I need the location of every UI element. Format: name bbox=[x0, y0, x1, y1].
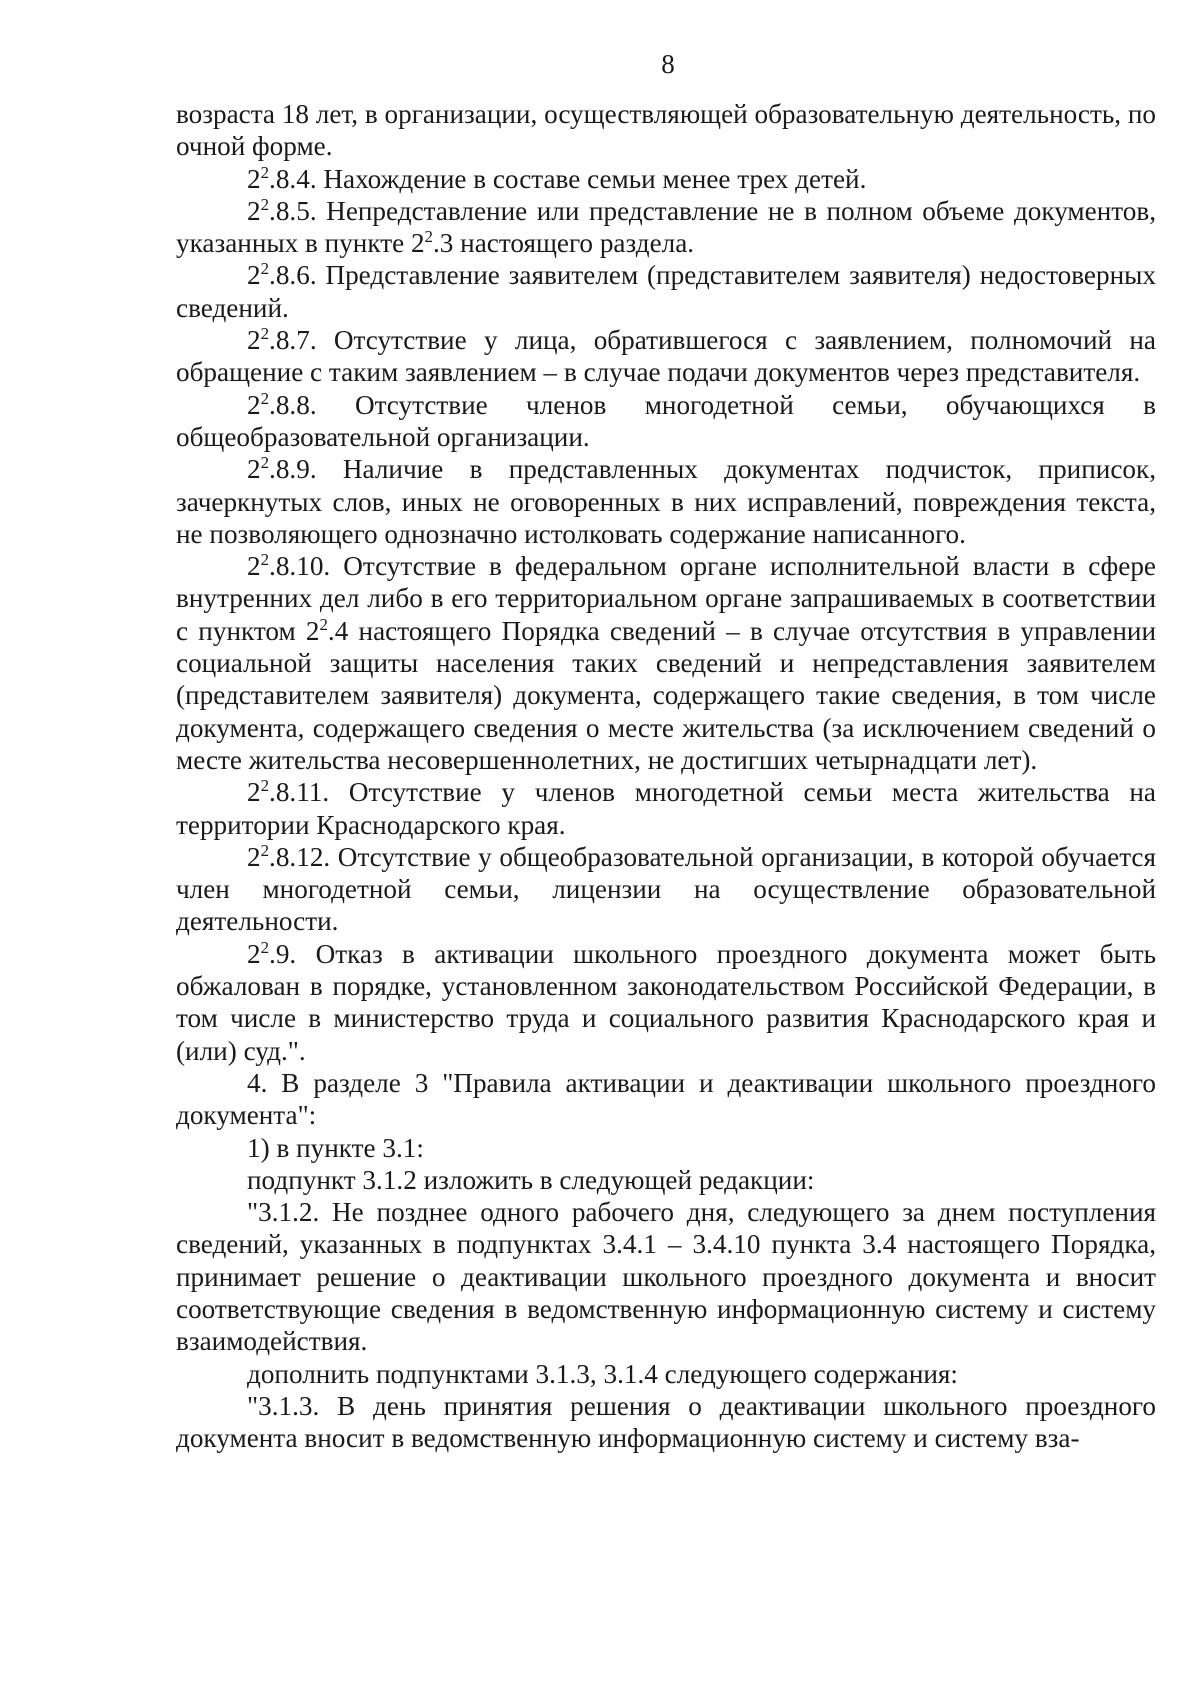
clause-number: $2^2.9$. bbox=[247, 937, 297, 969]
clause-text: Представление заявителем (представителем заявителя) недостоверных сведений. bbox=[176, 260, 1156, 323]
page-number: 8 bbox=[661, 49, 675, 79]
paragraph-text: "3.1.2. Не позднее одного рабочего дня, следующего за днем поступления сведений, указанных в подпунктах 3.4.1 – 3.4.10 пункта 3.4 настоящего Порядка, принимает решение о деактивации школьного проездного документа и вносит соответствующие сведения в ведомственную информационную систему и систему взаимодействия. bbox=[176, 1197, 1156, 1357]
superscript: 2 bbox=[319, 614, 328, 634]
clause-text: Отсутствие у лица, обратившегося с заявлением, полномочий на обращение с таким заявлением – в случае подачи документов через представителя. bbox=[176, 325, 1156, 388]
paragraph-text: "3.1.3. В день принятия решения о деактивации школьного проездного документа вносит в ведомственную информационную систему и систему вза- bbox=[176, 1390, 1156, 1454]
instruction-3-1-3-3-1-4 bbox=[176, 1358, 1156, 1390]
clause-number: $2^2.8.11$. bbox=[247, 776, 330, 808]
clause-2-2-8-4 bbox=[176, 163, 1156, 195]
clause-2-2-8-12 bbox=[176, 841, 1156, 938]
clause-2-2-8-9 bbox=[176, 453, 1156, 550]
clause-number: $2^2.8.12$. bbox=[247, 840, 331, 872]
quote-3-1-2 bbox=[176, 1196, 1156, 1357]
clause-text: Наличие в представленных документах подчисток, приписок, зачеркнутых слов, иных не оговоренных в них исправлений, повреждения текста, не позволяющего однозначно истолковать содержание написанного. bbox=[176, 454, 1156, 549]
clause-number: $2^2.8.5$. bbox=[247, 194, 317, 226]
paragraph-text: подпункт 3.1.2 изложить в следующей редакции: bbox=[247, 1164, 815, 1195]
clause-number: $2^2.8.7$. bbox=[247, 324, 317, 356]
superscript: 2 bbox=[424, 227, 433, 247]
clause-text: Отсутствие у членов многодетной семьи места жительства на территории Краснодарского края. bbox=[176, 777, 1156, 840]
clause-text-tail: .3 настоящего раздела. bbox=[432, 228, 695, 259]
clause-text: Отказ в активации школьного проездного документа может быть обжалован в порядке, установленном законодательством Российской Федерации, в том числе в министерство труда и социального развития Краснодарского края и (или) суд.". bbox=[176, 938, 1156, 1066]
paragraph-text: 1) в пункте 3.1: bbox=[247, 1132, 424, 1163]
clause-2-2-8-11 bbox=[176, 776, 1156, 841]
clause-number: $2^2.8.10$. bbox=[247, 550, 331, 582]
clause-2-2-8-8 bbox=[176, 389, 1156, 454]
clause-text: Нахождение в составе семьи менее трех детей. bbox=[316, 163, 867, 194]
clause-2-2-8-7 bbox=[176, 324, 1156, 389]
clause-text: Отсутствие членов многодетной семьи, обучающихся в общеобразовательной организации. bbox=[176, 389, 1156, 452]
instruction-3-1-2 bbox=[176, 1164, 1156, 1196]
quote-3-1-3 bbox=[176, 1390, 1156, 1455]
clause-text: Отсутствие в федеральном органе исполнительной власти в сфере внутренних дел либо в его территориальном органе запрашиваемых в соответствии с пунктом 2 bbox=[176, 551, 1156, 646]
clause-number: $2^2.8.9$. bbox=[247, 453, 317, 485]
clause-text: Непредставление или представление не в полном объеме документов, указанных в пункте 2 bbox=[176, 195, 1156, 259]
paragraph-continuation bbox=[176, 98, 1156, 163]
paragraph-text: 4. В разделе 3 "Правила активации и деактивации школьного проездного документа": bbox=[176, 1067, 1156, 1131]
clause-2-2-9 bbox=[176, 938, 1156, 1067]
clause-2-2-8-10 bbox=[176, 550, 1156, 776]
document-body bbox=[176, 98, 1156, 1454]
clause-2-2-8-5 bbox=[176, 195, 1156, 260]
clause-text-tail: .4 настоящего Порядка сведений – в случае отсутствия в управлении социальной защиты населения таких сведений и непредставления заявителем (представителем заявителя) документа, содержащего такие сведения, в том числе документа, содержащего сведения о месте жительства (за исключением сведений о месте жительства несовершеннолетних, не достигших четырнадцати лет). bbox=[176, 615, 1156, 775]
item-4 bbox=[176, 1067, 1156, 1132]
subitem-1 bbox=[176, 1132, 1156, 1164]
clause-number: $2^2.8.6$. bbox=[247, 259, 317, 291]
clause-text: Отсутствие у общеобразовательной организации, в которой обучается член многодетной семьи, лицензии на осуществление образовательной деятельности. bbox=[176, 841, 1156, 937]
paragraph-text: дополнить подпунктами 3.1.3, 3.1.4 следующего содержания: bbox=[247, 1358, 958, 1389]
clause-number: $2^2.8.8$. bbox=[247, 388, 317, 420]
paragraph-text: возраста 18 лет, в организации, осуществляющей образовательную деятельность, по очной форме. bbox=[176, 99, 1156, 162]
clause-2-2-8-6 bbox=[176, 259, 1156, 324]
clause-number: $2^2.8.4$. bbox=[247, 162, 317, 194]
